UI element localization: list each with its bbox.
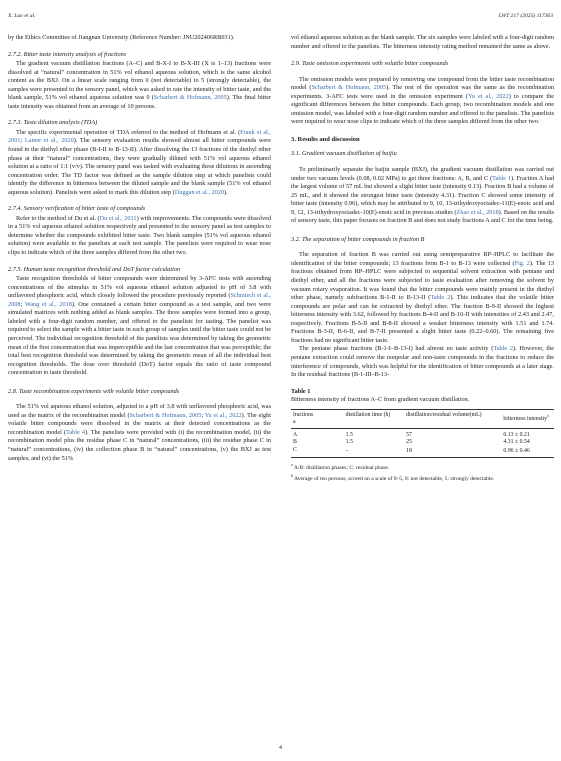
section-heading-2-9: 2.9. Taste omission experiments with volatile bitter compounds bbox=[291, 60, 449, 68]
table-cell: 4.31 ± 0.54 bbox=[503, 439, 530, 446]
page-number: 4 bbox=[279, 745, 282, 751]
citation-link[interactable]: Wang et al., 2018 bbox=[24, 300, 72, 308]
journal-citation: LWT 217 (2025) 117363 bbox=[498, 13, 553, 19]
citation-link[interactable]: Frank et al., 2001 bbox=[8, 128, 271, 145]
right-column bbox=[291, 34, 554, 484]
section-heading-2-7-5: 2.7.5. Human taste recognition threshold and DoT factor calculation bbox=[8, 265, 181, 273]
citation-link[interactable]: Zhao et al., 2018 bbox=[456, 208, 499, 216]
paragraph-2-7-4: Refer to the method of Du et al. (Du et al., 2011) with improvements. The compounds were dissolved in a 51% vol aqueous ethanol solution respectively and presented to the sensory panel as test samples to determine whether the compounds exhibited bitter taste. Two blank samples (51% vol aqueous ethanol solution) were available to the panelists at each test sample. The panelists were required to wear nose clips to indicate which of the three samples differed from the other two. bbox=[8, 214, 271, 257]
citation-link[interactable]: Scharbert & Hofmann, 2005 bbox=[311, 84, 387, 92]
running-author: X. Luo et al. bbox=[8, 13, 36, 19]
paragraph-2-8: The 51% vol aqueous ethanol solution, adjusted to a pH of 3.8 with unflavored phosphoric acid, was used as the matrix of the recombination model (Scharbert & Hofmann, 2005; Yu et al., 2022). The eight volatile bitter compounds were dissolved in the matrix at their detected concentrations as the recombination model (Table 4). The panelists were provided with (i) the recombination model, (ii) the recombination model plus the residue phase C in “natural” concentrations, (iii) the residue phase C in “natural” concentrations, (iv) the collection phase B in “natural” concentrations, (v) the BXJ as test samples, and (vi) the 51% bbox=[8, 403, 271, 462]
citation-link[interactable]: Du et al., 2011 bbox=[99, 214, 137, 222]
table-cell: 57 bbox=[406, 431, 412, 438]
table-row bbox=[291, 428, 554, 439]
citation-link[interactable]: Scharbert & Hofmann, 2005 bbox=[129, 411, 202, 419]
intro-paragraph: by the Ethics Committee of Jiangnan University (Reference Number: JNU202406RB031). bbox=[8, 34, 235, 41]
table-cell: – bbox=[345, 448, 349, 454]
section-heading-3-1: 3.1. Gradient vacuum distillation of baijiu bbox=[291, 150, 397, 158]
table-caption: Bitterness intensity of fractions A–C from gradient vacuum distillation. bbox=[291, 396, 470, 404]
table-cell: 1.5 bbox=[345, 439, 353, 446]
figure-link[interactable]: Fig. 2 bbox=[514, 259, 530, 267]
table-cell: 0.13 ± 0.21 bbox=[503, 431, 530, 438]
table-link[interactable]: Table 1 bbox=[492, 174, 511, 182]
table-link[interactable]: Table 2 bbox=[493, 345, 514, 353]
paragraph-3-2-b: The pentane phase fractions (B-1-I–B-13-I) had almost no taste activity (Table 2). However, the pentane extraction could remove the nonpolar and non-taste compounds in the fractions to reduce the interference of compounds, which was helpful for the identification of bitter compounds at a later stage. In the residual fractions (B-1-III–B-13- bbox=[291, 345, 555, 379]
footnote-mark[interactable]: b bbox=[547, 412, 550, 418]
table-label: Table 1 bbox=[291, 387, 311, 395]
table-cell: 25 bbox=[406, 439, 412, 446]
paragraph-2-7-5: Taste recognition thresholds of bitter compounds were determined by 3-AFC tests with ascending concentrations of the stimulus in 51% vol aqueous ethanol solution adjusted to pH of 3.8 with unflavored phosphoric acid, which closely followed the procedure previously reported (Schmiech et al., 2008; Wang et al., 2018). One contained a certain bitter compound as a test sample, and two were simulated matrices with nothing added as blank samples. The three samples were formed into a group, labeled with a four-digit random number, and offered to the panelists for tasting. The panelist was required to select the sample with a bitter taste in each group of samples until the bitter taste could not be perceived. The individual recognition threshold of the panelists was determined by taking the geometric mean of the first concentration that was imperceptible and the last concentration that was perceptible; the total best recognition threshold was determined by taking the geometric mean of all the individual best recognition thresholds. The dose over threshold (DoT) factor equals the ratio of taste compound concentration to taste threshold. bbox=[8, 275, 272, 377]
section-heading-2-7-2: 2.7.2. Bitter taste intensity analysis of fractions bbox=[8, 50, 127, 58]
table-link[interactable]: Table 2 bbox=[430, 294, 451, 302]
paragraph-3-1: To preliminarily separate the baijiu sample (BXJ), the gradient vacuum distillation was carried out under two vacuum levels (0.08, 0.02 MPa) to get three fractions: A, B, and C (Table 1). Fraction A had the largest volume of 57 mL but showed a slight bitter taste (intensity 0.13). Fraction B had a volume of 25 mL, and it showed the strongest bitter taste (intensity 4.31). Fraction C showed some intensity of bitter taste (intensity 0.96), which may be attributed to 9, 10, 13-trihydroxyoctadec-11(E)-enoic acid and 9, 12, 13-trihydroxyoctadec-10(E)-enoic acid in previous studies (Zhao et al., 2018). Based on the results of sensory taste, this paper focuses on fraction B and does not study fractions A and C for the time being. bbox=[291, 166, 555, 225]
table-cell: 1.5 bbox=[345, 431, 353, 438]
column-header: bitterness intensity$^b$ bbox=[503, 412, 550, 422]
table-1 bbox=[291, 409, 554, 458]
table-cell: 18 bbox=[406, 448, 412, 454]
left-column bbox=[8, 34, 271, 463]
table-cell: B bbox=[293, 439, 297, 446]
table-footnote: $^a$ A/B: distillation phases; C: residual phase. bbox=[291, 461, 390, 471]
citation-link[interactable]: Lainer et al., 2020 bbox=[24, 137, 74, 145]
citation-link[interactable]: Yu et al., 2022 bbox=[467, 92, 509, 100]
column-header: distillation/residual volume(mL) bbox=[406, 411, 482, 418]
table-link[interactable]: Table 4 bbox=[66, 428, 86, 436]
paragraph-2-9: The omission models were prepared by removing one compound from the bitter taste recombination model (Scharbert & Hofmann, 2005). The rest of the operation was the same as the recombination experiments. 3-AFC tests were used in the omission experiment (Yu et al., 2022) to compare the significant differences between the bitter compounds. Each group, two recombination models and one omission model, was labeled with a four-digit random number and offered to the panelists. The panelists were required to wear nose clips to indicate which of the three samples differed from the other two. bbox=[291, 75, 554, 126]
table-row bbox=[291, 447, 554, 458]
citation-link[interactable]: Duggan et al., 2020 bbox=[174, 188, 224, 196]
section-heading-3-2: 3.2. The separation of bitter compounds in fraction B bbox=[291, 235, 425, 243]
citation-link[interactable]: Yu et al., 2022 bbox=[204, 411, 242, 419]
column-header-note: a bbox=[293, 418, 296, 425]
table-cell: A bbox=[293, 431, 298, 438]
table-cell: 0.96 ± 0.46 bbox=[503, 448, 530, 454]
table-cell: C bbox=[293, 446, 297, 453]
column-header: fractions a bbox=[293, 411, 314, 425]
table-header-row bbox=[291, 409, 554, 428]
table-row bbox=[291, 439, 554, 446]
table-footnote: $^b$ Average of ten persons, scored on a scale of 0–5, 0: not detectable, 5: strongly detectable. bbox=[291, 473, 495, 483]
paragraph-2-7-2: The gradient vacuum distillation fractions (A–C) and B-X-I to B-X-III (X is 1–13) fractions were dissolved at “natural” concentration in 51% vol ethanol aqueous solution, which is the same alcohol content as the BXJ. On a linear scale ranging from 0 (not detectable) to 5 (strongly detectable), the samples were presented to the sensory panel, which was asked to rate the intensity of bitter taste, and the blank sample, 51% vol ethanol aqueous solution was 0 (Scharbert & Hofmann, 2005). The final bitter taste intensity was obtained from an average of 10 persons. bbox=[8, 60, 272, 110]
citation-link[interactable]: Schmiech et al., 2008 bbox=[8, 292, 272, 308]
section-heading-2-8: 2.8. Taste recombination experiments with volatile bitter compounds bbox=[8, 387, 180, 395]
column-header: distillation time (h) bbox=[345, 411, 391, 418]
section-heading-2-7-4: 2.7.4. Sensory verification of bitter taste of compounds bbox=[8, 205, 146, 213]
citation-link[interactable]: Scharbert & Hofmann, 2005 bbox=[153, 94, 227, 102]
paragraph-3-2-a: The separation of fraction B was carried out using semipreparative RP–HPLC to facilitate the identification of the bitter compounds; 13 fractions from B-1 to B-13 were collected (Fig. 2). The 13 fractions obtained from RP–HPLC were subjected to sequential solvent extraction with pentane and diethyl ether, and all the fractions were subjected to taste evaluation after removing the solvent by vacuum rotary evaporation. It was found that the bitter compounds were mainly present in the diethyl ether phase, namely subfractions B-1-II to B-13-II (Table 2). This indicates that the volatile bitter compounds are polar and can be extracted by diethyl ether. The fraction B-9-II showed the highest bitterness intensity with 3.62, followed by fractions B-4-II and B-10-II with intensities of 2.43 and 2.47, respectively. Fractions B-5-II and B-8-II showed a weaker bitterness intensity with 1.51 and 1.74. Fractions B-3-II, B-6-II, and B-7-II presented a slight bitter taste (0.22–0.60). The remaining five fractions had no significant bitter taste. bbox=[291, 251, 554, 344]
section-heading-3: 3. Results and discussion bbox=[291, 135, 360, 143]
section-heading-2-7-3: 2.7.3. Taste dilution analysis (TDA) bbox=[8, 119, 98, 127]
paragraph-2-7-3: The specific experimental operation of TDA referred to the method of Hofmann et al. (Frank et al., 2001; Lainer et al., 2020). The sensory evaluation results showed almost all bitter compounds were found in the diethyl ether phase (B-I-II to B-13-II). After dissolving the 13 fractions of the diethyl ether phase at their “natural” concentrations, they were gradually diluted with 51% vol aqueous ethanol solution at a ratio of 1:1 (v/v). The sensory panel was tasked with evaluating these dilutions in ascending concentration order. The TD factor was defined as the sample dilution step at which panelists could identify the difference in bitterness between the diluted sample and the blank sample (51% vol ethanol aqueous solution). Panelists were asked to mark this dilution step (Duggan et al., 2020). bbox=[8, 128, 271, 196]
continued-paragraph: vol ethanol aqueous solution as the blank sample. The six samples were labeled with a four-digit random number and offered to the panelists. The bitterness intensity rating method remained the same as above. bbox=[291, 34, 554, 50]
